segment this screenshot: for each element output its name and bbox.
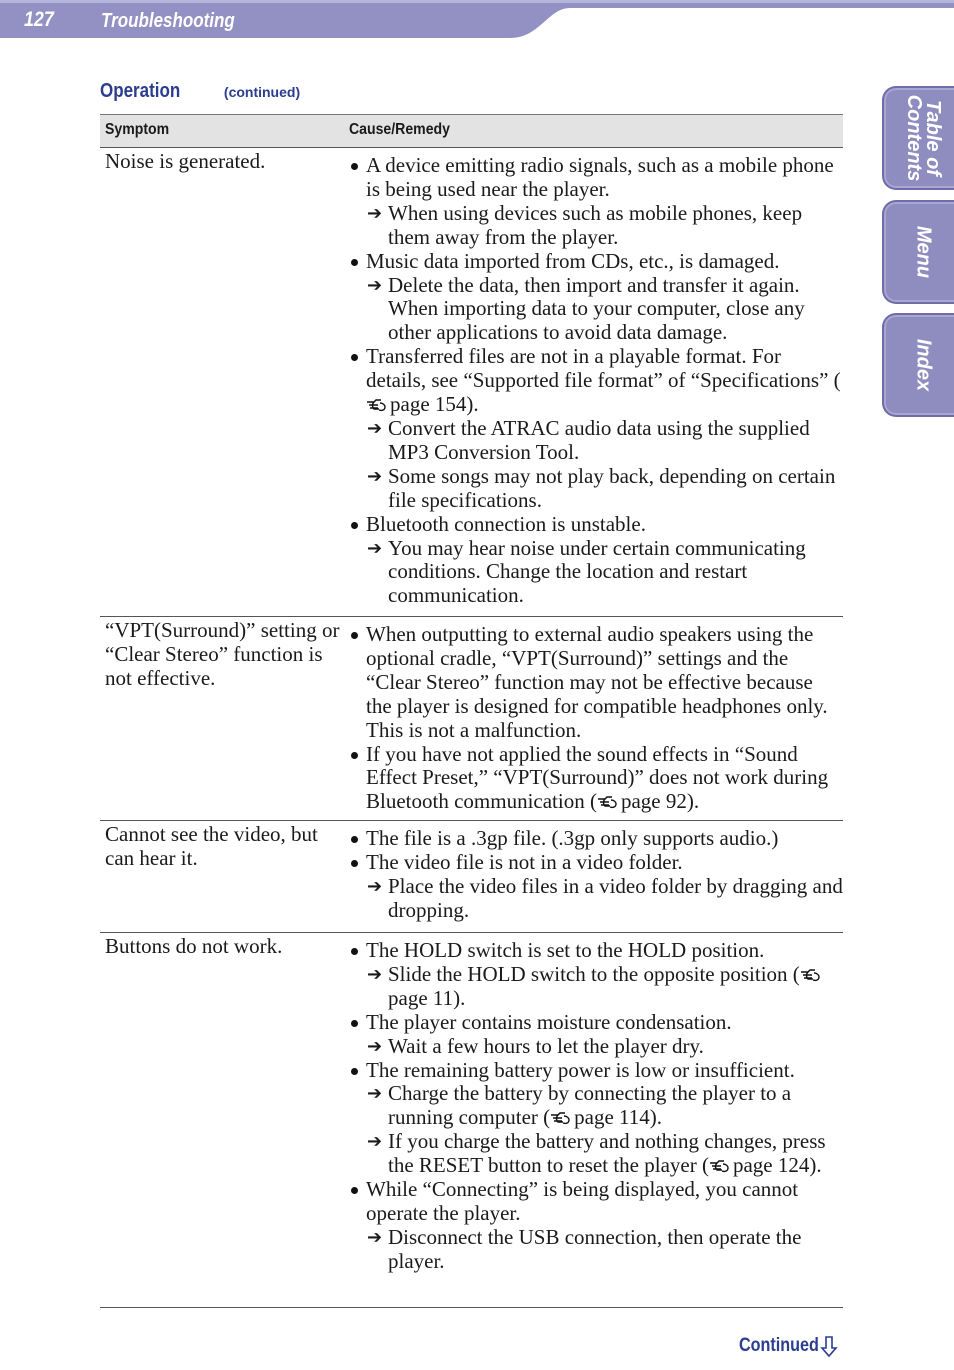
tab-index[interactable] xyxy=(882,313,954,417)
table-row xyxy=(100,932,843,1308)
cause-text: The player contains moisture condensation. xyxy=(366,1009,732,1034)
cause-item xyxy=(349,1178,843,1226)
cause-item xyxy=(349,623,843,743)
symptom-cell: Noise is generated. xyxy=(105,149,266,173)
page-reference-link[interactable]: page 92). xyxy=(620,789,700,814)
tab-table-of-contents-label: Table of Contents xyxy=(903,94,944,182)
remedy-item xyxy=(349,1130,843,1178)
page-number: 127 xyxy=(24,8,54,31)
tab-index-label: Index xyxy=(912,338,935,392)
remedy-item xyxy=(349,465,843,513)
arrow-right-icon: ➔ xyxy=(367,1131,383,1153)
cause-text: Music data imported from CDs, etc., is damaged. xyxy=(366,248,780,273)
troubleshooting-table xyxy=(100,114,843,1308)
cause-item xyxy=(349,743,843,815)
cause-item xyxy=(349,939,843,963)
remedy-text: Charge the battery by connecting the player to a running computer ( xyxy=(388,1081,792,1130)
page-reference-icon xyxy=(800,967,820,982)
cause-item xyxy=(349,154,843,202)
remedy-item xyxy=(349,274,843,346)
remedy-item xyxy=(349,1035,843,1059)
cause-text: The file is a .3gp file. (.3gp only supports audio.) xyxy=(366,826,779,850)
page-reference-icon xyxy=(597,794,617,809)
cause-text: While “Connecting” is being displayed, you cannot operate the player. xyxy=(366,1177,799,1225)
section-title-sub: (continued) xyxy=(223,84,301,100)
table-row xyxy=(100,616,843,820)
page-reference-link[interactable]: page 124). xyxy=(732,1153,822,1178)
remedy-text: Place the video files in a video folder by dragging and dropping. xyxy=(388,873,843,922)
arrow-right-icon: ➔ xyxy=(367,1035,383,1057)
table-body xyxy=(100,147,843,1308)
page-reference-icon xyxy=(550,1110,570,1125)
remedy-text: Disconnect the USB connection, then operate the player. xyxy=(388,1224,802,1273)
section-title xyxy=(100,80,300,103)
cause-remedy-cell xyxy=(349,617,843,818)
table-row xyxy=(100,147,843,616)
remedy-text: When using devices such as mobile phones, keep them away from the player. xyxy=(388,200,803,249)
tab-menu-label: Menu xyxy=(912,225,935,279)
tab-table-of-contents[interactable] xyxy=(882,86,954,190)
cause-text: Bluetooth connection is unstable. xyxy=(366,511,646,536)
page-reference-icon xyxy=(366,397,386,412)
remedy-text: You may hear noise under certain communicating conditions. Change the location and restart communication. xyxy=(388,535,806,608)
arrow-right-icon: ➔ xyxy=(367,1083,383,1105)
cause-item xyxy=(349,345,843,417)
symptom-cell: Cannot see the video, but can hear it. xyxy=(105,822,318,870)
remedy-text: Some songs may not play back, depending on certain file specifications. xyxy=(388,463,836,512)
arrow-right-icon: ➔ xyxy=(367,1226,383,1248)
arrow-right-icon: ➔ xyxy=(367,963,383,985)
page-reference-icon xyxy=(709,1158,729,1173)
arrow-right-icon: ➔ xyxy=(367,537,383,559)
cause-item xyxy=(349,1011,843,1035)
table-header xyxy=(100,114,843,147)
cause-remedy-cell xyxy=(349,821,843,927)
page-reference-link[interactable]: page 11). xyxy=(388,985,466,1010)
remedy-item xyxy=(349,202,843,250)
continued-link[interactable] xyxy=(739,1335,833,1357)
cause-item xyxy=(349,1059,843,1083)
remedy-text: Wait a few hours to let the player dry. xyxy=(388,1033,704,1058)
cause-item xyxy=(349,513,843,537)
remedy-item xyxy=(349,1082,843,1130)
column-header-symptom: Symptom xyxy=(105,121,170,138)
remedy-item xyxy=(349,875,843,923)
page-header xyxy=(0,0,954,40)
cause-item xyxy=(349,250,843,274)
remedy-item xyxy=(349,417,843,465)
tab-menu[interactable] xyxy=(882,200,954,304)
cause-remedy-cell xyxy=(349,148,843,612)
down-arrow-icon xyxy=(820,1336,838,1358)
page-reference-link[interactable]: page 114). xyxy=(574,1105,662,1130)
remedy-item xyxy=(349,963,843,1011)
chapter-title: Troubleshooting xyxy=(101,10,235,32)
column-header-cause-remedy: Cause/Remedy xyxy=(349,121,450,138)
cause-text: Transferred files are not in a playable format. For details, see “Supported file format” of “Specifications” ( xyxy=(366,344,841,393)
arrow-right-icon: ➔ xyxy=(367,274,383,296)
table-row xyxy=(100,820,843,932)
continued-label: Continued xyxy=(739,1335,819,1356)
arrow-right-icon: ➔ xyxy=(367,465,383,487)
cause-text: The HOLD switch is set to the HOLD position. xyxy=(366,938,765,962)
section-title-main: Operation xyxy=(100,80,181,102)
arrow-right-icon: ➔ xyxy=(367,202,383,224)
remedy-text: Slide the HOLD switch to the opposite position ( xyxy=(388,961,800,986)
symptom-cell: “VPT(Surround)” setting or “Clear Stereo” function is not effective. xyxy=(105,618,340,690)
remedy-text: If you charge the battery and nothing changes, press the RESET button to reset the player ( xyxy=(388,1129,826,1178)
cause-item xyxy=(349,851,843,875)
remedy-text: Convert the ATRAC audio data using the supplied MP3 Conversion Tool. xyxy=(388,415,810,464)
cause-text: A device emitting radio signals, such as a mobile phone is being used near the player. xyxy=(366,153,834,201)
cause-item xyxy=(349,827,843,851)
cause-text: The video file is not in a video folder. xyxy=(366,849,683,874)
cause-text: If you have not applied the sound effects in “Sound Effect Preset,” “VPT(Surround)” does not work during Bluetooth communication ( xyxy=(366,741,829,814)
remedy-text: Delete the data, then import and transfer it again. When importing data to your computer, close any other applications to avoid data damage. xyxy=(388,272,805,345)
cause-remedy-cell xyxy=(349,933,843,1278)
page-reference-link[interactable]: page 154). xyxy=(390,392,479,417)
remedy-item xyxy=(349,537,843,609)
arrow-right-icon: ➔ xyxy=(367,417,383,439)
remedy-item xyxy=(349,1226,843,1274)
symptom-cell: Buttons do not work. xyxy=(105,934,283,958)
cause-text: The remaining battery power is low or insufficient. xyxy=(366,1057,795,1082)
cause-text: When outputting to external audio speakers using the optional cradle, “VPT(Surround)” settings and the “Clear Stereo” function may not be effective because the player is designed for compatible headphones only. This is not a malfunction. xyxy=(366,622,828,742)
arrow-right-icon: ➔ xyxy=(367,875,383,897)
